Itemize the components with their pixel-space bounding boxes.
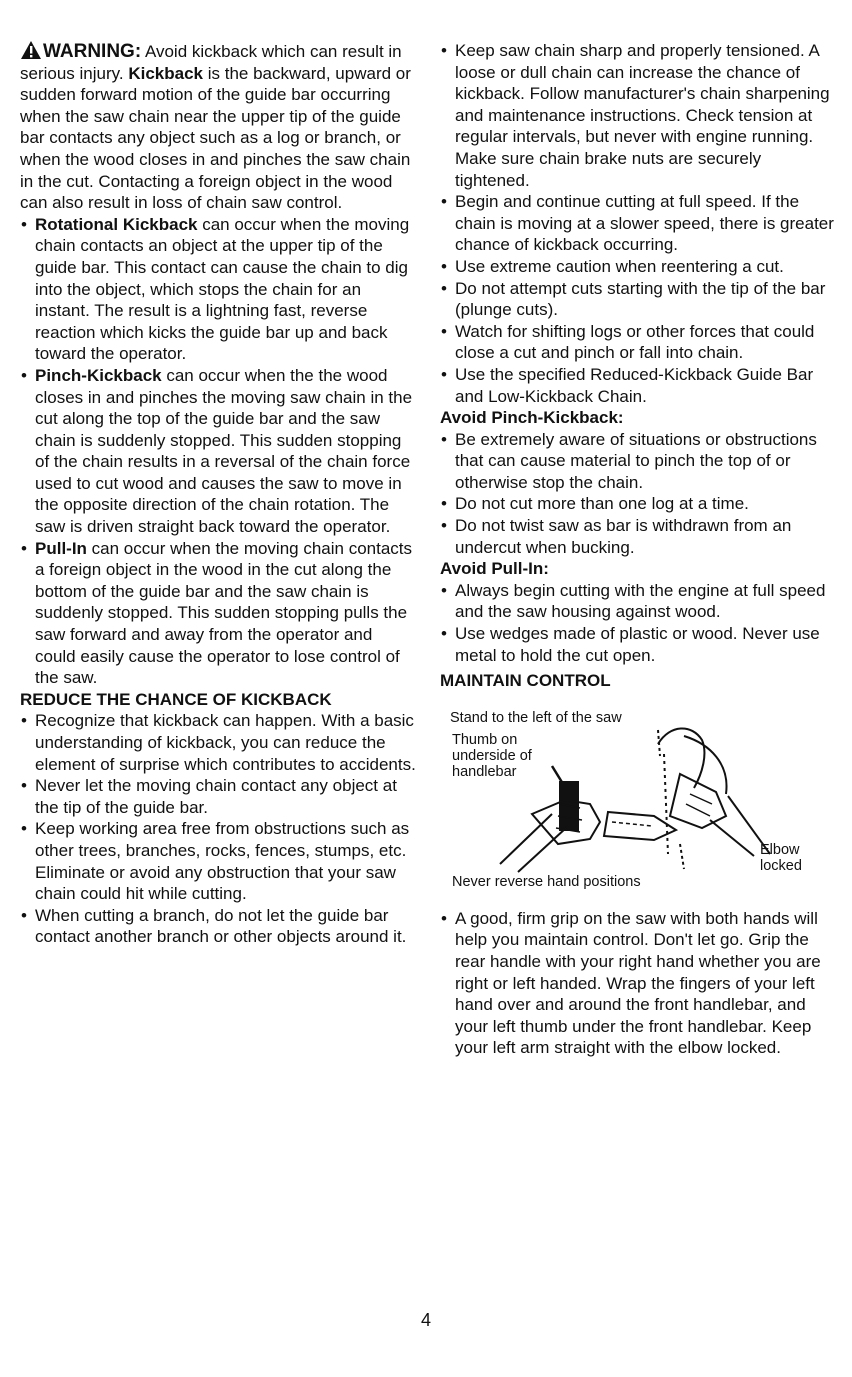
list-item: • Watch for shifting logs or other forces that could close a cut and pinch or fall into chain. <box>440 321 835 364</box>
list-item: • Use wedges made of plastic or wood. Never use metal to hold the cut open. <box>440 623 835 666</box>
list-item: • When cutting a branch, do not let the guide bar contact another branch or other objects around it. <box>20 905 417 948</box>
kickback-type-text: can occur when the moving chain contacts an object at the upper tip of the guide bar. This contact can cause the chain to dig into the object, which stops the chain for an instant. The result is a lightning fast, reverse reaction which kicks the guide bar up and back toward the operator. <box>35 214 410 364</box>
kickback-type-term: Pinch-Kickback <box>35 365 162 385</box>
kickback-type-term: Rotational Kickback <box>35 214 198 234</box>
kickback-type-term: Pull-In <box>35 538 87 558</box>
list-item: • Do not attempt cuts starting with the tip of the bar (plunge cuts). <box>440 278 835 321</box>
kickback-term: Kickback <box>128 63 204 83</box>
maintain-heading: MAINTAIN CONTROL <box>440 671 611 691</box>
pinch-heading: Avoid Pinch-Kickback: <box>440 408 624 428</box>
warning-definition: is the backward, upward or sudden forward motion of the guide bar occurring when the saw chain near the upper tip of the guide bar contacts any object such as a log or branch, or when the wood closes in and pinches the saw chain in the cut. Contacting a foreign object in the wood can also result in loss of chain saw control. <box>20 63 411 213</box>
chain-care-list <box>440 40 835 407</box>
list-item <box>20 365 417 538</box>
page-number: 4 <box>420 1310 431 1330</box>
list-item: • Begin and continue cutting at full speed. If the chain is moving at a slower speed, there is greater chance of kickback occurring. <box>440 191 835 256</box>
warning-label: WARNING: <box>43 41 142 62</box>
reduce-heading: REDUCE THE CHANCE OF KICKBACK <box>20 689 332 709</box>
maintain-list <box>440 908 835 1059</box>
warning-paragraph <box>20 40 417 214</box>
left-column <box>20 40 417 948</box>
right-column <box>440 40 835 1059</box>
list-item: • Never let the moving chain contact any object at the tip of the guide bar. <box>20 775 417 818</box>
warning-triangle-icon <box>20 40 42 60</box>
stand-label: Stand to the left of the saw <box>450 709 622 726</box>
pullin-heading: Avoid Pull-In: <box>440 559 549 579</box>
list-item: • Use extreme caution when reentering a cut. <box>440 256 835 278</box>
list-item: • Do not cut more than one log at a time. <box>440 493 835 515</box>
pullin-list <box>440 580 835 666</box>
pinch-list <box>440 429 835 559</box>
list-item: • Always begin cutting with the engine at full speed and the saw housing against wood. <box>440 580 835 623</box>
kickback-type-text: can occur when the the wood closes in and pinches the moving saw chain in the cut along the top of the guide bar and the saw chain is suddenly stopped. This sudden stopping of the chain results in a reversal of the chain force used to cut wood and causes the saw to move in the opposite direction of the chain rotation. The saw is driven straight back toward the operator. <box>35 365 413 537</box>
list-item <box>20 538 417 689</box>
list-item: • Recognize that kickback can happen. With a basic understanding of kickback, you can reduce the element of surprise which contributes to accidents. <box>20 710 417 775</box>
list-item: • Do not twist saw as bar is withdrawn from an undercut when bucking. <box>440 515 835 558</box>
list-item: • A good, firm grip on the saw with both hands will help you maintain control. Don't let go. Grip the rear handle with your right hand whether you are right or left handed. Wrap the fingers of your left hand over and around the front handlebar, and your left thumb under the front handlebar. Keep your left arm straight with the elbow locked. <box>440 908 835 1059</box>
reduce-list <box>20 710 417 948</box>
list-item: • Keep saw chain sharp and properly tensioned. A loose or dull chain can increase the chance of kickback. Follow manufacturer's chain sharpening and maintenance instructions. Check tension at regular intervals, but never with engine running. Make sure chain brake nuts are securely tightened. <box>440 40 835 191</box>
list-item: • Use the specified Reduced-Kickback Guide Bar and Low-Kickback Chain. <box>440 364 835 407</box>
hand-position-figure <box>440 704 835 904</box>
list-item: • Keep working area free from obstructions such as other trees, branches, rocks, fences, stumps, etc. Eliminate or avoid any obstruction that your saw chain could hit while cutting. <box>20 818 417 904</box>
elbow-label: Elbow locked <box>760 841 802 874</box>
list-item: • Be extremely aware of situations or obstructions that can cause material to pinch the top of or otherwise stop the chain. <box>440 429 835 494</box>
warning-intro: Avoid kickback which can result in serious injury. <box>20 42 402 83</box>
list-item <box>20 214 417 365</box>
thumb-label: Thumb on underside of handlebar <box>452 731 532 780</box>
kickback-types-list <box>20 214 417 689</box>
figure-caption: Never reverse hand positions <box>452 873 641 890</box>
kickback-type-text: can occur when the moving chain contacts a foreign object in the wood in the cut along the bottom of the guide bar and the saw chain is suddenly stopped. This sudden stopping pulls the saw forward and away from the operator and could easily cause the operator to lose control of the saw. <box>35 538 413 688</box>
